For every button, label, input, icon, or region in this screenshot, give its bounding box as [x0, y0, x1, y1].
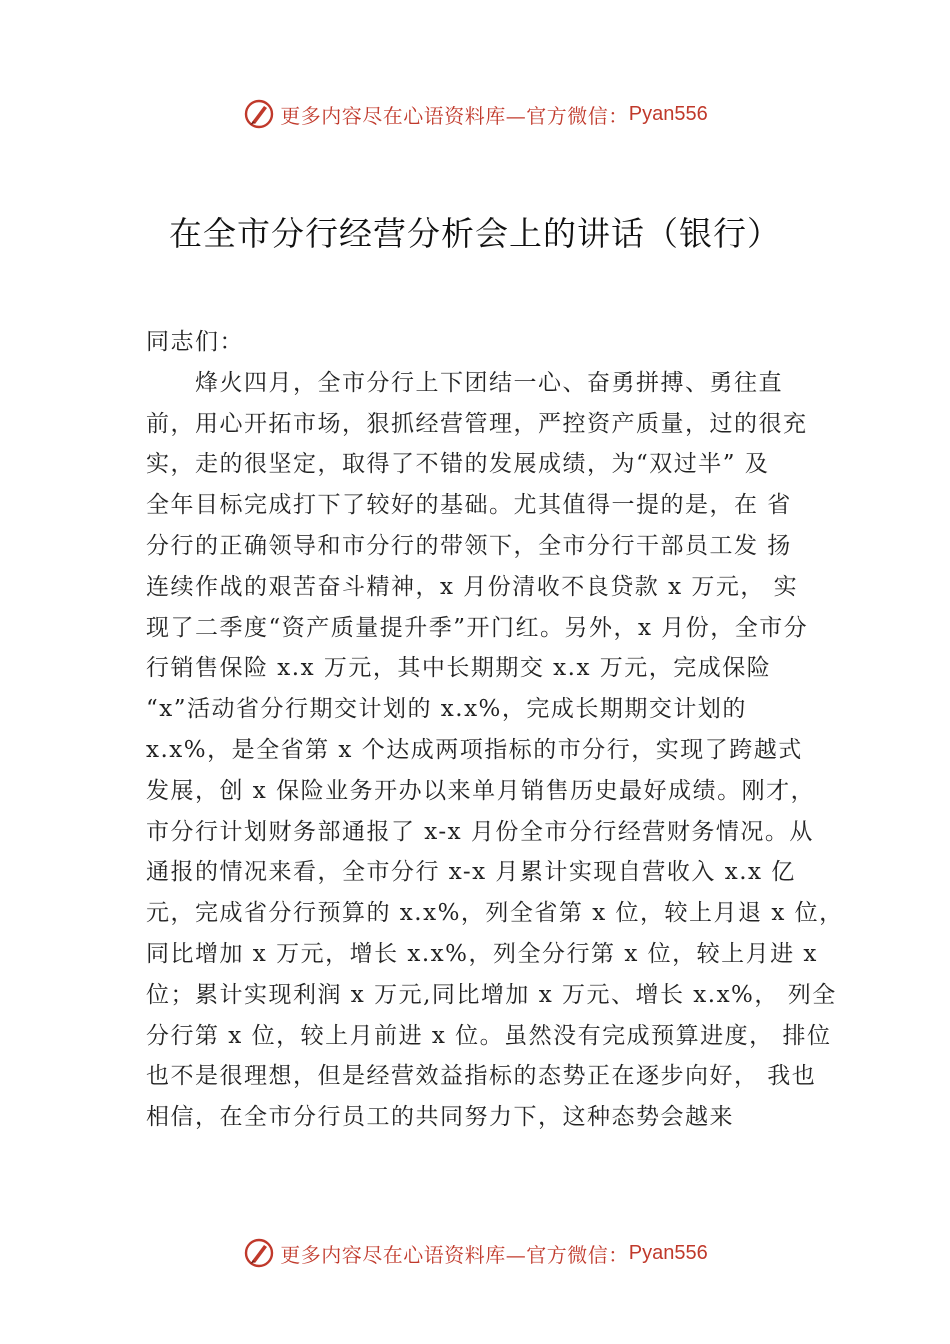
body-line: 也不是很理想，但是经营效益指标的态势正在逐步向好， 我也 [146, 1063, 817, 1090]
document-title: 在全市分行经营分析会上的讲话（银行） [169, 214, 781, 253]
body-line: 全年目标完成打下了较好的基础。尤其值得一提的是，在 省 [146, 492, 792, 519]
watermark-wechat-id: Pyan556 [628, 102, 708, 125]
body-line: “x”活动省分行期交计划的 x.x%，完成长期期交计划的 [146, 696, 747, 723]
watermark-text: 更多内容尽在心语资料库—官方微信： [280, 103, 629, 128]
document-body [146, 322, 844, 1138]
body-line: x.x%，是全省第 x 个达成两项指标的市分行，实现了跨越式 [146, 736, 803, 763]
brush-logo-icon [242, 97, 276, 131]
body-line: 同比增加 x 万元，增长 x.x%，列全分行第 x 位，较上月进 x [146, 940, 818, 967]
watermark-wechat-id: Pyan556 [628, 1241, 708, 1264]
body-line: 现了二季度“资产质量提升季”开门红。另外，x 月份，全市分 [146, 614, 809, 641]
watermark-text: 更多内容尽在心语资料库—官方微信： [280, 1242, 629, 1267]
watermark-banner-top [0, 94, 950, 134]
body-line: 发展，创 x 保险业务开办以来单月销售历史最好成绩。刚才， [146, 777, 816, 804]
body-line: 元，完成省分行预算的 x.x%，列全省第 x 位，较上月退 x 位， [146, 900, 844, 927]
body-line: 同志们： [146, 329, 244, 355]
body-line: 行销售保险 x.x 万元，其中长期期交 x.x 万元，完成保险 [146, 655, 772, 682]
body-line: 相信，在全市分行员工的共同努力下，这种态势会越来 [146, 1104, 734, 1131]
body-line: 分行的正确领导和市分行的带领下，全市分行干部员工发 扬 [146, 532, 792, 559]
body-line: 连续作战的艰苦奋斗精神，x 月份清收不良贷款 x 万元， 实 [146, 573, 799, 600]
body-line: 实，走的很坚定，取得了不错的发展成绩，为“双过半” 及 [146, 451, 770, 478]
body-line: 位；累计实现利润 x 万元,同比增加 x 万元、增长 x.x%， 列全 [146, 981, 837, 1008]
body-line: 通报的情况来看，全市分行 x-x 月累计实现自营收入 x.x 亿 [146, 859, 796, 886]
body-line: 前，用心开拓市场，狠抓经营管理，严控资产质量，过的很充 [146, 410, 808, 437]
brush-logo-icon [242, 1236, 276, 1270]
body-line: 市分行计划财务部通报了 x-x 月份全市分行经营财务情况。从 [146, 818, 814, 845]
body-line: 烽火四月，全市分行上下团结一心、奋勇拼搏、勇往直 [146, 369, 783, 396]
body-line: 分行第 x 位，较上月前进 x 位。虽然没有完成预算进度， 排位 [146, 1022, 832, 1049]
watermark-banner-bottom [0, 1233, 950, 1273]
